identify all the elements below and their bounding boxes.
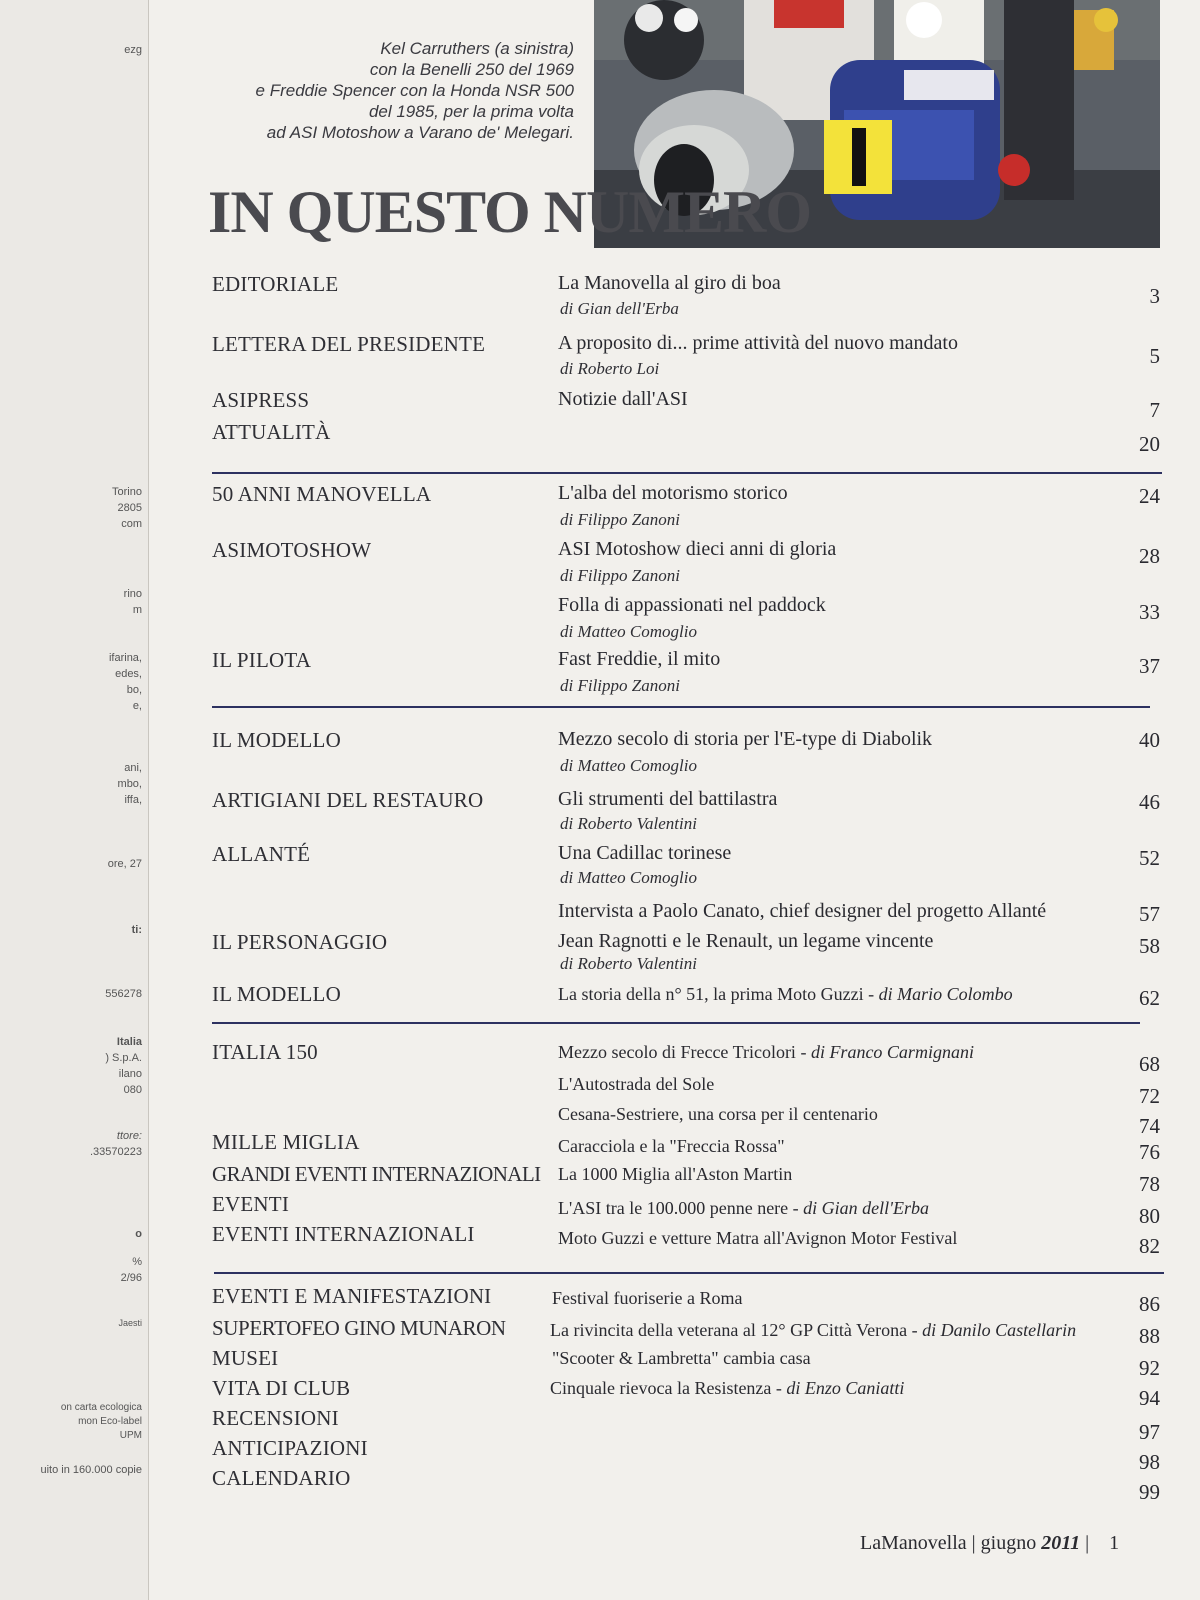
toc-entry bbox=[0, 1406, 1200, 1444]
strip-fragment: % bbox=[132, 1256, 142, 1268]
section-divider bbox=[212, 1022, 1140, 1024]
toc-byline: di Filippo Zanoni bbox=[560, 566, 680, 585]
strip-fragment: bo, bbox=[126, 684, 142, 696]
toc-title: "Scooter & Lambretta" cambia casa bbox=[552, 1348, 811, 1368]
toc-entry bbox=[0, 1130, 1200, 1164]
toc-byline: di Roberto Loi bbox=[560, 359, 660, 378]
toc-entry bbox=[0, 420, 1200, 456]
toc-title: A proposito di... prime attività del nuovo mandato bbox=[558, 332, 958, 354]
toc-byline: di Roberto Valentini bbox=[560, 954, 697, 973]
toc-page-number: 76 bbox=[1139, 1140, 1160, 1164]
toc-title: Intervista a Paolo Canato, chief designer del progetto Allanté bbox=[558, 900, 1047, 922]
footer-separator: | bbox=[1085, 1532, 1105, 1554]
toc-section: 50 ANNI MANOVELLA bbox=[212, 482, 432, 506]
toc-author: di Gian dell'Erba bbox=[803, 1198, 930, 1218]
toc-section: IL PILOTA bbox=[212, 648, 312, 672]
toc-page-number: 33 bbox=[1139, 600, 1160, 624]
toc-page-number: 58 bbox=[1139, 934, 1160, 958]
strip-fragment: ttore: bbox=[116, 1130, 142, 1142]
toc-byline: di Matteo Comoglio bbox=[560, 868, 697, 887]
toc-section: ASIMOTOSHOW bbox=[212, 538, 372, 562]
strip-fragment: on carta ecologica bbox=[60, 1402, 142, 1413]
toc-title-text: L'ASI tra le 100.000 penne nere - bbox=[558, 1198, 799, 1218]
footer-magazine: LaManovella bbox=[860, 1532, 967, 1554]
footer-year: 2011 bbox=[1041, 1532, 1081, 1554]
caption-line: e Freddie Spencer con la Honda NSR 500 bbox=[255, 81, 574, 100]
strip-fragment: Jaesti bbox=[118, 1318, 142, 1328]
toc-title: Fast Freddie, il mito bbox=[558, 648, 721, 670]
toc-entry bbox=[0, 538, 1200, 585]
toc-title: Jean Ragnotti e le Renault, un legame vincente bbox=[558, 930, 934, 952]
toc-author: di Mario Colombo bbox=[878, 984, 1013, 1004]
toc-page-number: 72 bbox=[1139, 1084, 1160, 1108]
toc-title-text: Mezzo secolo di Frecce Tricolori - bbox=[558, 1042, 807, 1062]
page-title: IN QUESTO NUMERO bbox=[208, 179, 811, 245]
toc-page-number: 97 bbox=[1139, 1420, 1160, 1444]
toc-author: di Franco Carmignani bbox=[810, 1042, 974, 1062]
toc-title: Festival fuoriserie a Roma bbox=[552, 1288, 743, 1308]
toc-entry bbox=[0, 1222, 1200, 1258]
toc-title: Caracciola e la "Freccia Rossa" bbox=[558, 1136, 785, 1156]
strip-fragment: ani, bbox=[124, 762, 142, 774]
toc-byline: di Gian dell'Erba bbox=[560, 299, 679, 318]
toc-page-number: 28 bbox=[1139, 544, 1160, 568]
toc-entry bbox=[0, 900, 1200, 930]
toc-page-number: 92 bbox=[1139, 1356, 1160, 1380]
toc-section: IL MODELLO bbox=[212, 982, 341, 1006]
toc-title: Una Cadillac torinese bbox=[558, 842, 732, 864]
toc-section: IL MODELLO bbox=[212, 728, 341, 752]
page-footer bbox=[860, 1532, 1119, 1555]
caption-line: con la Benelli 250 del 1969 bbox=[369, 60, 574, 79]
toc-page-number: 78 bbox=[1139, 1172, 1160, 1196]
toc-section: ARTIGIANI DEL RESTAURO bbox=[212, 788, 484, 812]
toc-byline: di Filippo Zanoni bbox=[560, 676, 680, 695]
toc-title: ASI Motoshow dieci anni di gloria bbox=[558, 538, 837, 560]
toc-page-number: 5 bbox=[1149, 344, 1160, 368]
toc-entry bbox=[0, 594, 1200, 641]
strip-fragment: 080 bbox=[123, 1084, 142, 1096]
footer-separator: | bbox=[971, 1532, 981, 1554]
toc-entry bbox=[0, 1316, 1200, 1346]
photo-caption bbox=[254, 38, 574, 143]
toc-page-number: 52 bbox=[1139, 846, 1160, 870]
strip-fragment: iffa, bbox=[124, 794, 142, 806]
toc-section: GRANDI EVENTI INTERNAZIONALI bbox=[212, 1162, 541, 1186]
toc-section: IL PERSONAGGIO bbox=[212, 930, 388, 954]
toc-title: Gli strumenti del battilastra bbox=[558, 788, 778, 810]
section-divider bbox=[212, 706, 1150, 708]
toc-entry bbox=[0, 272, 1200, 318]
toc-title: La Manovella al giro di boa bbox=[558, 272, 781, 294]
toc-title-text: Cinquale rievoca la Resistenza - bbox=[550, 1378, 782, 1398]
toc-page-number: 7 bbox=[1149, 398, 1160, 422]
strip-fragment: uito in 160.000 copie bbox=[40, 1464, 142, 1476]
toc-page-number: 46 bbox=[1139, 790, 1160, 814]
footer-page-number: 1 bbox=[1109, 1532, 1120, 1554]
toc-byline: di Filippo Zanoni bbox=[560, 510, 680, 529]
toc-page-number: 24 bbox=[1139, 484, 1160, 508]
toc-page-number: 3 bbox=[1149, 284, 1160, 308]
toc-author: di Danilo Castellarin bbox=[922, 1320, 1077, 1340]
toc-page-number: 99 bbox=[1139, 1480, 1160, 1504]
toc-section: VITA DI CLUB bbox=[212, 1376, 351, 1400]
toc-page-number: 62 bbox=[1139, 986, 1160, 1010]
strip-fragment: 2/96 bbox=[120, 1272, 142, 1284]
strip-fragment: ilano bbox=[118, 1068, 142, 1080]
toc-entry bbox=[0, 930, 1200, 973]
toc-byline: di Matteo Comoglio bbox=[560, 622, 697, 641]
strip-fragment: e, bbox=[132, 700, 142, 712]
toc-section: MUSEI bbox=[212, 1346, 279, 1370]
toc-page-number: 94 bbox=[1139, 1386, 1160, 1410]
toc-entry bbox=[0, 1162, 1200, 1196]
toc-entry bbox=[0, 1192, 1200, 1228]
strip-fragment: ore, 27 bbox=[107, 858, 142, 870]
toc-title bbox=[550, 1320, 1076, 1341]
strip-fragment: 556278 bbox=[105, 988, 142, 1000]
toc-title-text: La storia della n° 51, la prima Moto Guzzi - bbox=[558, 984, 875, 1004]
toc-title: Cesana-Sestriere, una corsa per il centenario bbox=[558, 1104, 878, 1124]
toc-page-number: 98 bbox=[1139, 1450, 1160, 1474]
caption-line: del 1985, per la prima volta bbox=[368, 102, 574, 121]
strip-fragment: edes, bbox=[115, 668, 142, 680]
toc-title: Notizie dall'ASI bbox=[558, 388, 688, 410]
toc-byline: di Matteo Comoglio bbox=[560, 756, 697, 775]
strip-fragment: 2805 bbox=[117, 502, 142, 514]
toc-page-number: 88 bbox=[1139, 1324, 1160, 1348]
toc-page-number: 80 bbox=[1139, 1204, 1160, 1228]
strip-fragment: Italia bbox=[116, 1036, 142, 1048]
toc-section: ALLANTÉ bbox=[212, 842, 311, 866]
toc-section: LETTERA DEL PRESIDENTE bbox=[212, 332, 486, 356]
toc-title bbox=[558, 1042, 974, 1063]
toc-page-number: 68 bbox=[1139, 1052, 1160, 1076]
toc-section: EDITORIALE bbox=[212, 272, 339, 296]
strip-fragment: m bbox=[132, 604, 142, 616]
toc-page-number: 82 bbox=[1139, 1234, 1160, 1258]
toc-title bbox=[558, 1198, 929, 1219]
toc-title: L'Autostrada del Sole bbox=[558, 1074, 715, 1094]
toc-page-number: 57 bbox=[1139, 902, 1160, 926]
toc-section: EVENTI bbox=[212, 1192, 290, 1216]
toc-page-number: 74 bbox=[1139, 1114, 1160, 1138]
toc-title bbox=[558, 984, 1013, 1005]
section-divider bbox=[214, 1272, 1164, 1274]
toc-title: La 1000 Miglia all'Aston Martin bbox=[558, 1164, 793, 1184]
toc-title: Folla di appassionati nel paddock bbox=[558, 594, 826, 616]
toc-title-text: La rivincita della veterana al 12° GP Città Verona - bbox=[550, 1320, 918, 1340]
toc-entry bbox=[0, 982, 1200, 1012]
toc-section: EVENTI E MANIFESTAZIONI bbox=[212, 1284, 492, 1308]
toc-entry bbox=[0, 1346, 1200, 1380]
strip-fragment: ) S.p.A. bbox=[105, 1052, 142, 1064]
toc-entry bbox=[0, 388, 1200, 422]
strip-fragment: .33570223 bbox=[90, 1146, 142, 1158]
strip-fragment: Torino bbox=[112, 486, 142, 498]
toc-entry bbox=[0, 332, 1200, 378]
toc-entry bbox=[0, 788, 1200, 833]
toc-section: RECENSIONI bbox=[212, 1406, 339, 1430]
toc-entry bbox=[0, 1284, 1200, 1314]
strip-fragment: mbo, bbox=[117, 778, 142, 790]
toc-page-number: 20 bbox=[1139, 432, 1160, 456]
strip-fragment: rino bbox=[123, 588, 142, 600]
strip-fragment: o bbox=[135, 1228, 142, 1240]
toc-entry bbox=[0, 1466, 1200, 1504]
toc-section: ATTUALITÀ bbox=[212, 420, 331, 444]
toc-author: di Enzo Caniatti bbox=[786, 1378, 905, 1398]
strip-fragment: ezg bbox=[124, 44, 142, 56]
toc-section: SUPERTOFEO GINO MUNARON bbox=[212, 1316, 506, 1340]
toc-section: ASIPRESS bbox=[212, 388, 310, 412]
toc-section: EVENTI INTERNAZIONALI bbox=[212, 1222, 475, 1246]
toc-entry bbox=[0, 1074, 1200, 1108]
section-divider bbox=[212, 472, 1162, 474]
toc-section: CALENDARIO bbox=[212, 1466, 351, 1490]
toc-page-number: 37 bbox=[1139, 654, 1160, 678]
toc-byline: di Roberto Valentini bbox=[560, 814, 697, 833]
toc-page-number: 86 bbox=[1139, 1292, 1160, 1316]
caption-line: Kel Carruthers (a sinistra) bbox=[380, 39, 574, 58]
strip-fragment: ifarina, bbox=[108, 652, 142, 664]
strip-fragment: com bbox=[121, 518, 142, 530]
strip-fragment: UPM bbox=[119, 1430, 142, 1441]
toc-section: ANTICIPAZIONI bbox=[212, 1436, 368, 1460]
strip-fragment: ti: bbox=[131, 924, 142, 936]
toc-entry bbox=[0, 842, 1200, 887]
strip-fragment: mon Eco-label bbox=[78, 1416, 142, 1427]
toc-section: MILLE MIGLIA bbox=[212, 1130, 360, 1154]
footer-month: giugno bbox=[980, 1532, 1037, 1554]
toc-title: Moto Guzzi e vetture Matra all'Avignon Motor Festival bbox=[558, 1228, 958, 1248]
toc-title bbox=[550, 1378, 904, 1399]
toc-title: Mezzo secolo di storia per l'E-type di Diabolik bbox=[558, 728, 933, 750]
toc-page-number: 40 bbox=[1139, 728, 1160, 752]
caption-line: ad ASI Motoshow a Varano de' Melegari. bbox=[266, 123, 574, 142]
toc-title: L'alba del motorismo storico bbox=[558, 482, 788, 504]
toc-section: ITALIA 150 bbox=[212, 1040, 318, 1064]
